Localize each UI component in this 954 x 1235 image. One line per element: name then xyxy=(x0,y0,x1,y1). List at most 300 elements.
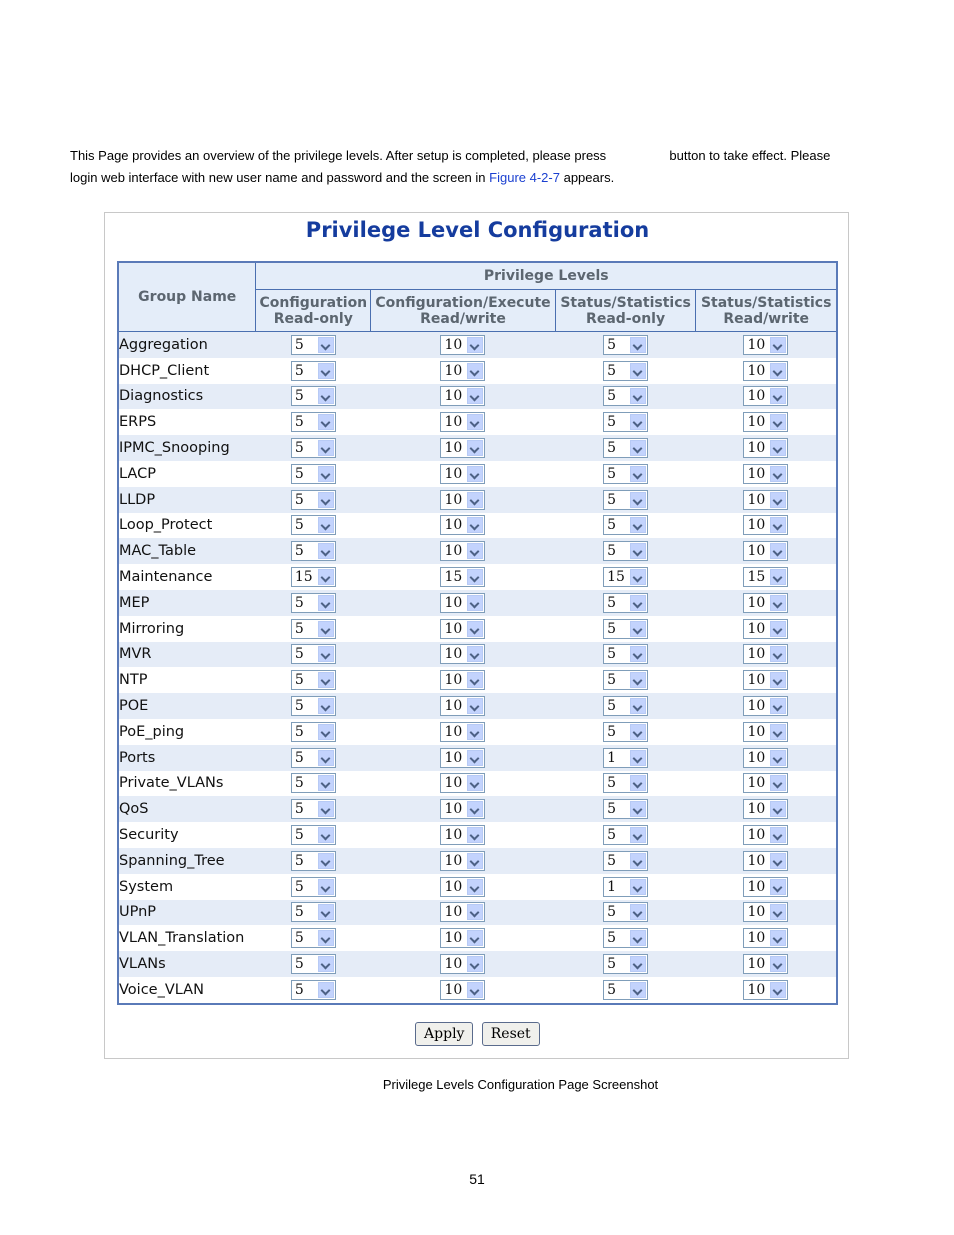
table-row xyxy=(118,590,837,616)
table-row xyxy=(118,409,837,435)
chevron-down-icon[interactable] xyxy=(630,646,646,662)
selected-value: 10 xyxy=(747,517,766,534)
chevron-down-icon[interactable] xyxy=(770,982,786,998)
config-readonly-select[interactable] xyxy=(291,386,336,406)
chevron-down-icon[interactable] xyxy=(630,388,646,404)
selected-value: 10 xyxy=(444,543,463,560)
status-readonly-select[interactable] xyxy=(603,851,648,871)
selected-value: 5 xyxy=(607,362,616,379)
status-readonly-select[interactable] xyxy=(603,696,648,716)
config-readonly-select[interactable] xyxy=(291,696,336,716)
status-readonly-select[interactable] xyxy=(603,593,648,613)
config-readonly-select[interactable] xyxy=(291,335,336,355)
chevron-down-icon[interactable] xyxy=(318,492,334,508)
config-readwrite-select[interactable] xyxy=(440,670,485,690)
config-readwrite-select[interactable] xyxy=(440,386,485,406)
chevron-down-icon[interactable] xyxy=(318,414,334,430)
chevron-down-icon[interactable] xyxy=(630,492,646,508)
chevron-down-icon[interactable] xyxy=(630,956,646,972)
config-readonly-select[interactable] xyxy=(291,851,336,871)
config-readwrite-select[interactable] xyxy=(440,980,485,1000)
status-readonly-select[interactable] xyxy=(603,902,648,922)
header-privilege-levels: Privilege Levels xyxy=(256,262,837,290)
chevron-down-icon[interactable] xyxy=(318,621,334,637)
status-readwrite-select[interactable] xyxy=(743,464,788,484)
status-readonly-select[interactable] xyxy=(603,438,648,458)
chevron-down-icon[interactable] xyxy=(630,698,646,714)
status-readwrite-select[interactable] xyxy=(743,877,788,897)
chevron-down-icon[interactable] xyxy=(318,982,334,998)
config-readwrite-select[interactable] xyxy=(440,438,485,458)
status-readwrite-select[interactable] xyxy=(743,851,788,871)
chevron-down-icon[interactable] xyxy=(318,930,334,946)
config-readonly-select[interactable] xyxy=(291,464,336,484)
chevron-down-icon[interactable] xyxy=(318,698,334,714)
chevron-down-icon[interactable] xyxy=(770,775,786,791)
chevron-down-icon[interactable] xyxy=(467,492,483,508)
chevron-down-icon[interactable] xyxy=(630,982,646,998)
status-readonly-select[interactable] xyxy=(603,954,648,974)
chevron-down-icon[interactable] xyxy=(467,543,483,559)
config-readonly-select[interactable] xyxy=(291,670,336,690)
status-readonly-select[interactable] xyxy=(603,722,648,742)
privilege-table xyxy=(117,261,838,1005)
config-readwrite-select[interactable] xyxy=(440,696,485,716)
level-cell xyxy=(256,487,371,513)
chevron-down-icon[interactable] xyxy=(467,904,483,920)
chevron-down-icon[interactable] xyxy=(630,414,646,430)
config-readonly-select[interactable] xyxy=(291,438,336,458)
status-readonly-select[interactable] xyxy=(603,464,648,484)
level-cell xyxy=(256,900,371,926)
chevron-down-icon[interactable] xyxy=(318,750,334,766)
chevron-down-icon[interactable] xyxy=(770,595,786,611)
group-name-cell: Voice_VLAN xyxy=(118,977,256,1004)
selected-value: 10 xyxy=(444,517,463,534)
status-readonly-select[interactable] xyxy=(603,748,648,768)
chevron-down-icon[interactable] xyxy=(467,750,483,766)
status-readwrite-select[interactable] xyxy=(743,490,788,510)
config-readwrite-select[interactable] xyxy=(440,644,485,664)
chevron-down-icon[interactable] xyxy=(318,904,334,920)
status-readwrite-select[interactable] xyxy=(743,619,788,639)
group-name-cell: LACP xyxy=(118,461,256,487)
level-cell xyxy=(371,435,556,461)
chevron-down-icon[interactable] xyxy=(630,801,646,817)
status-readwrite-select[interactable] xyxy=(743,593,788,613)
chevron-down-icon[interactable] xyxy=(770,337,786,353)
status-readwrite-select[interactable] xyxy=(743,567,788,587)
selected-value: 10 xyxy=(444,465,463,482)
status-readonly-select[interactable] xyxy=(603,773,648,793)
chevron-down-icon[interactable] xyxy=(318,388,334,404)
chevron-down-icon[interactable] xyxy=(467,466,483,482)
config-readonly-select[interactable] xyxy=(291,541,336,561)
chevron-down-icon[interactable] xyxy=(630,853,646,869)
level-cell xyxy=(696,900,837,926)
chevron-down-icon[interactable] xyxy=(318,724,334,740)
table-row xyxy=(118,900,837,926)
chevron-down-icon[interactable] xyxy=(630,337,646,353)
chevron-down-icon[interactable] xyxy=(318,337,334,353)
level-cell xyxy=(256,642,371,668)
chevron-down-icon[interactable] xyxy=(770,672,786,688)
status-readwrite-select[interactable] xyxy=(743,980,788,1000)
config-readwrite-select[interactable] xyxy=(440,335,485,355)
chevron-down-icon[interactable] xyxy=(630,363,646,379)
chevron-down-icon[interactable] xyxy=(630,904,646,920)
config-readonly-select[interactable] xyxy=(291,593,336,613)
table-row xyxy=(118,719,837,745)
config-readwrite-select[interactable] xyxy=(440,851,485,871)
selected-value: 10 xyxy=(444,646,463,663)
group-name-cell: Ports xyxy=(118,745,256,771)
status-readonly-select[interactable] xyxy=(603,799,648,819)
config-readonly-select[interactable] xyxy=(291,361,336,381)
selected-value: 5 xyxy=(607,981,616,998)
chevron-down-icon[interactable] xyxy=(770,466,786,482)
chevron-down-icon[interactable] xyxy=(467,646,483,662)
table-row xyxy=(118,332,837,358)
selected-value: 5 xyxy=(294,749,304,766)
chevron-down-icon[interactable] xyxy=(318,672,334,688)
chevron-down-icon[interactable] xyxy=(467,930,483,946)
chevron-down-icon[interactable] xyxy=(770,440,786,456)
chevron-down-icon[interactable] xyxy=(467,569,483,585)
selected-value: 5 xyxy=(294,362,304,379)
level-cell xyxy=(696,796,837,822)
status-readwrite-select[interactable] xyxy=(743,361,788,381)
level-cell xyxy=(555,667,696,693)
chevron-down-icon[interactable] xyxy=(467,414,483,430)
status-readwrite-select[interactable] xyxy=(743,438,788,458)
chevron-down-icon[interactable] xyxy=(467,879,483,895)
chevron-down-icon[interactable] xyxy=(630,879,646,895)
table-row xyxy=(118,435,837,461)
config-readwrite-select[interactable] xyxy=(440,412,485,432)
config-readonly-select[interactable] xyxy=(291,954,336,974)
status-readwrite-select[interactable] xyxy=(743,412,788,432)
status-readwrite-select[interactable] xyxy=(743,670,788,690)
config-readonly-select[interactable] xyxy=(291,722,336,742)
selected-value: 10 xyxy=(747,543,766,560)
chevron-down-icon[interactable] xyxy=(770,930,786,946)
config-readwrite-select[interactable] xyxy=(440,619,485,639)
chevron-down-icon[interactable] xyxy=(770,517,786,533)
chevron-down-icon[interactable] xyxy=(770,801,786,817)
config-readwrite-select[interactable] xyxy=(440,515,485,535)
selected-value: 10 xyxy=(747,646,766,663)
chevron-down-icon[interactable] xyxy=(318,646,334,662)
level-cell xyxy=(696,538,837,564)
chevron-down-icon[interactable] xyxy=(467,621,483,637)
status-readonly-select[interactable] xyxy=(603,670,648,690)
chevron-down-icon[interactable] xyxy=(318,956,334,972)
status-readonly-select[interactable] xyxy=(603,490,648,510)
level-cell xyxy=(555,951,696,977)
config-readwrite-select[interactable] xyxy=(440,748,485,768)
chevron-down-icon[interactable] xyxy=(770,827,786,843)
config-readwrite-select[interactable] xyxy=(440,799,485,819)
selected-value: 10 xyxy=(444,336,463,353)
config-readonly-select[interactable] xyxy=(291,877,336,897)
status-readwrite-select[interactable] xyxy=(743,541,788,561)
level-cell xyxy=(696,771,837,797)
selected-value: 5 xyxy=(607,594,616,611)
chevron-down-icon[interactable] xyxy=(467,801,483,817)
table-row xyxy=(118,822,837,848)
table-row xyxy=(118,977,837,1004)
config-readonly-select[interactable] xyxy=(291,980,336,1000)
intro-text-2: button to take effect. Please xyxy=(669,148,831,163)
group-name-cell: Diagnostics xyxy=(118,384,256,410)
chevron-down-icon[interactable] xyxy=(318,775,334,791)
group-name-cell: Mirroring xyxy=(118,616,256,642)
status-readonly-select[interactable] xyxy=(603,567,648,587)
status-readonly-select[interactable] xyxy=(603,877,648,897)
status-readonly-select[interactable] xyxy=(603,515,648,535)
status-readwrite-select[interactable] xyxy=(743,825,788,845)
figure-link[interactable]: Figure 4-2-7 xyxy=(489,170,560,185)
chevron-down-icon[interactable] xyxy=(770,698,786,714)
status-readwrite-select[interactable] xyxy=(743,515,788,535)
table-row xyxy=(118,487,837,513)
status-readwrite-select[interactable] xyxy=(743,386,788,406)
status-readonly-select[interactable] xyxy=(603,541,648,561)
config-readwrite-select[interactable] xyxy=(440,902,485,922)
chevron-down-icon[interactable] xyxy=(630,724,646,740)
header-config-readonly: Configuration Read-only xyxy=(256,290,371,332)
config-readwrite-select[interactable] xyxy=(440,541,485,561)
group-name-cell: MAC_Table xyxy=(118,538,256,564)
status-readonly-select[interactable] xyxy=(603,619,648,639)
config-readonly-select[interactable] xyxy=(291,773,336,793)
config-readwrite-select[interactable] xyxy=(440,490,485,510)
chevron-down-icon[interactable] xyxy=(318,517,334,533)
config-readwrite-select[interactable] xyxy=(440,877,485,897)
chevron-down-icon[interactable] xyxy=(770,621,786,637)
chevron-down-icon[interactable] xyxy=(318,466,334,482)
chevron-down-icon[interactable] xyxy=(318,595,334,611)
chevron-down-icon[interactable] xyxy=(318,569,334,585)
chevron-down-icon[interactable] xyxy=(467,827,483,843)
chevron-down-icon[interactable] xyxy=(467,595,483,611)
status-readonly-select[interactable] xyxy=(603,825,648,845)
config-readwrite-select[interactable] xyxy=(440,954,485,974)
selected-value: 10 xyxy=(747,930,766,947)
chevron-down-icon[interactable] xyxy=(770,363,786,379)
level-cell xyxy=(696,925,837,951)
chevron-down-icon[interactable] xyxy=(467,388,483,404)
level-cell xyxy=(256,822,371,848)
chevron-down-icon[interactable] xyxy=(770,853,786,869)
status-readonly-select[interactable] xyxy=(603,644,648,664)
status-readwrite-select[interactable] xyxy=(743,644,788,664)
chevron-down-icon[interactable] xyxy=(630,569,646,585)
selected-value: 5 xyxy=(294,801,304,818)
config-readonly-select[interactable] xyxy=(291,928,336,948)
chevron-down-icon[interactable] xyxy=(318,879,334,895)
chevron-down-icon[interactable] xyxy=(467,440,483,456)
config-readonly-select[interactable] xyxy=(291,412,336,432)
chevron-down-icon[interactable] xyxy=(770,750,786,766)
chevron-down-icon[interactable] xyxy=(467,853,483,869)
config-readonly-select[interactable] xyxy=(291,644,336,664)
chevron-down-icon[interactable] xyxy=(467,956,483,972)
status-readonly-select[interactable] xyxy=(603,361,648,381)
selected-value: 5 xyxy=(294,646,304,663)
level-cell xyxy=(696,616,837,642)
config-readonly-select[interactable] xyxy=(291,825,336,845)
level-cell xyxy=(555,745,696,771)
chevron-down-icon[interactable] xyxy=(318,440,334,456)
level-cell xyxy=(696,487,837,513)
status-readwrite-select[interactable] xyxy=(743,773,788,793)
chevron-down-icon[interactable] xyxy=(630,930,646,946)
level-cell xyxy=(696,951,837,977)
group-name-cell: POE xyxy=(118,693,256,719)
status-readonly-select[interactable] xyxy=(603,412,648,432)
selected-value: 5 xyxy=(294,594,304,611)
table-row xyxy=(118,771,837,797)
config-readwrite-select[interactable] xyxy=(440,361,485,381)
config-readonly-select[interactable] xyxy=(291,515,336,535)
chevron-down-icon[interactable] xyxy=(318,543,334,559)
config-readwrite-select[interactable] xyxy=(440,567,485,587)
level-cell xyxy=(555,642,696,668)
apply-button[interactable]: Apply xyxy=(415,1022,473,1046)
chevron-down-icon[interactable] xyxy=(630,595,646,611)
status-readonly-select[interactable] xyxy=(603,928,648,948)
chevron-down-icon[interactable] xyxy=(770,904,786,920)
level-cell xyxy=(696,667,837,693)
status-readonly-select[interactable] xyxy=(603,335,648,355)
chevron-down-icon[interactable] xyxy=(630,466,646,482)
chevron-down-icon[interactable] xyxy=(770,724,786,740)
chevron-down-icon[interactable] xyxy=(467,672,483,688)
chevron-down-icon[interactable] xyxy=(630,827,646,843)
chevron-down-icon[interactable] xyxy=(630,621,646,637)
chevron-down-icon[interactable] xyxy=(318,363,334,379)
config-readwrite-select[interactable] xyxy=(440,928,485,948)
chevron-down-icon[interactable] xyxy=(770,956,786,972)
table-row xyxy=(118,951,837,977)
reset-button[interactable]: Reset xyxy=(482,1022,540,1046)
selected-value: 10 xyxy=(747,388,766,405)
chevron-down-icon[interactable] xyxy=(467,337,483,353)
selected-value: 10 xyxy=(747,414,766,431)
group-name-cell: Loop_Protect xyxy=(118,513,256,539)
chevron-down-icon[interactable] xyxy=(770,646,786,662)
selected-value: 5 xyxy=(294,414,304,431)
config-readwrite-select[interactable] xyxy=(440,593,485,613)
selected-value: 10 xyxy=(747,336,766,353)
config-readwrite-select[interactable] xyxy=(440,464,485,484)
chevron-down-icon[interactable] xyxy=(630,543,646,559)
status-readwrite-select[interactable] xyxy=(743,748,788,768)
config-readonly-select[interactable] xyxy=(291,490,336,510)
chevron-down-icon[interactable] xyxy=(770,492,786,508)
status-readonly-select[interactable] xyxy=(603,386,648,406)
selected-value: 5 xyxy=(294,440,304,457)
config-readonly-select[interactable] xyxy=(291,799,336,819)
chevron-down-icon[interactable] xyxy=(318,827,334,843)
level-cell xyxy=(256,951,371,977)
chevron-down-icon[interactable] xyxy=(770,879,786,895)
chevron-down-icon[interactable] xyxy=(467,775,483,791)
level-cell xyxy=(371,642,556,668)
chevron-down-icon[interactable] xyxy=(630,775,646,791)
level-cell xyxy=(371,977,556,1004)
figure-caption: Privilege Levels Configuration Page Screenshot xyxy=(382,1077,659,1092)
selected-value: 10 xyxy=(747,723,766,740)
selected-value: 10 xyxy=(444,440,463,457)
chevron-down-icon[interactable] xyxy=(770,569,786,585)
level-cell xyxy=(696,822,837,848)
status-readwrite-select[interactable] xyxy=(743,722,788,742)
selected-value: 10 xyxy=(747,362,766,379)
level-cell xyxy=(371,538,556,564)
chevron-down-icon[interactable] xyxy=(770,388,786,404)
chevron-down-icon[interactable] xyxy=(467,982,483,998)
config-readwrite-select[interactable] xyxy=(440,825,485,845)
chevron-down-icon[interactable] xyxy=(630,672,646,688)
status-readonly-select[interactable] xyxy=(603,980,648,1000)
selected-value: 5 xyxy=(294,852,304,869)
chevron-down-icon[interactable] xyxy=(467,698,483,714)
status-readwrite-select[interactable] xyxy=(743,902,788,922)
chevron-down-icon[interactable] xyxy=(770,414,786,430)
status-readwrite-select[interactable] xyxy=(743,928,788,948)
chevron-down-icon[interactable] xyxy=(630,517,646,533)
config-readonly-select[interactable] xyxy=(291,567,336,587)
status-readwrite-select[interactable] xyxy=(743,954,788,974)
selected-value: 5 xyxy=(607,930,616,947)
chevron-down-icon[interactable] xyxy=(318,801,334,817)
selected-value: 10 xyxy=(444,827,463,844)
level-cell xyxy=(371,487,556,513)
selected-value: 10 xyxy=(444,620,463,637)
selected-value: 10 xyxy=(747,801,766,818)
chevron-down-icon[interactable] xyxy=(467,363,483,379)
status-readwrite-select[interactable] xyxy=(743,799,788,819)
config-readonly-select[interactable] xyxy=(291,619,336,639)
level-cell xyxy=(555,461,696,487)
level-cell xyxy=(256,590,371,616)
level-cell xyxy=(256,616,371,642)
config-readwrite-select[interactable] xyxy=(440,773,485,793)
config-readonly-select[interactable] xyxy=(291,902,336,922)
config-readwrite-select[interactable] xyxy=(440,722,485,742)
chevron-down-icon[interactable] xyxy=(770,543,786,559)
chevron-down-icon[interactable] xyxy=(630,440,646,456)
chevron-down-icon[interactable] xyxy=(630,750,646,766)
status-readwrite-select[interactable] xyxy=(743,696,788,716)
config-readonly-select[interactable] xyxy=(291,748,336,768)
chevron-down-icon[interactable] xyxy=(467,724,483,740)
chevron-down-icon[interactable] xyxy=(467,517,483,533)
level-cell xyxy=(256,925,371,951)
chevron-down-icon[interactable] xyxy=(318,853,334,869)
level-cell xyxy=(696,332,837,358)
group-name-cell: Security xyxy=(118,822,256,848)
level-cell xyxy=(555,590,696,616)
selected-value: 5 xyxy=(294,698,304,715)
selected-value: 5 xyxy=(294,620,304,637)
selected-value: 15 xyxy=(444,569,463,586)
header-status-readonly: Status/Statistics Read-only xyxy=(555,290,696,332)
status-readwrite-select[interactable] xyxy=(743,335,788,355)
